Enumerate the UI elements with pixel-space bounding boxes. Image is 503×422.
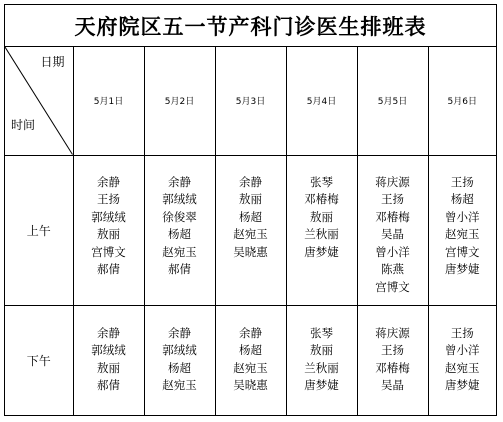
doctor-name: 邓椿梅 bbox=[375, 360, 410, 375]
doctor-name: 曾小洋 bbox=[445, 343, 480, 357]
doctor-name: 兰秋丽 bbox=[304, 360, 339, 375]
doctor-name: 唐梦婕 bbox=[304, 378, 339, 392]
schedule-cell bbox=[286, 305, 357, 415]
doctor-name: 郭绒绒 bbox=[91, 343, 126, 357]
doctor-name: 蒋庆源 bbox=[375, 325, 410, 340]
period-label-morning: 上午 bbox=[5, 155, 73, 305]
doctor-name: 赵宛玉 bbox=[233, 360, 268, 375]
day-header: 5月5日 bbox=[357, 47, 428, 155]
doctor-name: 赵宛玉 bbox=[162, 378, 197, 392]
doctor-name: 郭绒绒 bbox=[91, 209, 126, 224]
schedule-cell bbox=[357, 305, 428, 415]
doctor-name: 张琴 bbox=[310, 174, 333, 189]
doctor-name: 郭绒绒 bbox=[162, 343, 197, 357]
doctor-name: 王扬 bbox=[381, 343, 404, 357]
time-axis-label: 时间 bbox=[11, 117, 36, 132]
doctor-name: 唐梦婕 bbox=[445, 378, 480, 392]
day-header: 5月2日 bbox=[144, 47, 215, 155]
schedule-cell bbox=[215, 305, 286, 415]
schedule-cell bbox=[73, 305, 144, 415]
doctor-name: 敖丽 bbox=[310, 343, 333, 357]
doctor-name: 郝倩 bbox=[97, 262, 120, 276]
doctor-name: 赵宛玉 bbox=[445, 227, 480, 241]
schedule-cell bbox=[357, 155, 428, 305]
doctor-name: 曾小洋 bbox=[445, 209, 480, 224]
doctor-name: 吴晓惠 bbox=[233, 378, 268, 392]
doctor-name: 余静 bbox=[239, 325, 262, 340]
doctor-name: 王扬 bbox=[381, 192, 404, 206]
doctor-name: 徐俊翠 bbox=[162, 209, 197, 224]
doctor-name: 蒋庆源 bbox=[375, 174, 410, 189]
doctor-name: 敖丽 bbox=[310, 209, 333, 224]
doctor-name: 余静 bbox=[168, 325, 191, 340]
doctor-name: 王扬 bbox=[450, 174, 474, 189]
day-header: 5月4日 bbox=[286, 47, 357, 155]
doctor-name: 宫博文 bbox=[375, 279, 410, 294]
doctor-name: 杨超 bbox=[450, 192, 474, 206]
doctor-name: 敖丽 bbox=[97, 227, 120, 241]
schedule-table bbox=[5, 47, 496, 415]
doctor-name: 宫博文 bbox=[445, 244, 480, 259]
doctor-name: 吴晓惠 bbox=[233, 244, 268, 259]
doctor-name: 张琴 bbox=[310, 325, 333, 340]
schedule-cell bbox=[428, 155, 496, 305]
doctor-name: 敖丽 bbox=[239, 192, 262, 206]
schedule-cell bbox=[286, 155, 357, 305]
doctor-name: 宫博文 bbox=[91, 244, 126, 259]
doctor-name: 邓椿梅 bbox=[304, 192, 339, 206]
doctor-name: 余静 bbox=[168, 174, 191, 189]
doctor-name: 杨超 bbox=[239, 209, 262, 224]
doctor-name: 杨超 bbox=[168, 360, 191, 375]
corner-header-cell bbox=[5, 47, 73, 155]
doctor-name: 吴晶 bbox=[381, 227, 404, 241]
schedule-cell bbox=[144, 155, 215, 305]
day-header: 5月3日 bbox=[215, 47, 286, 155]
schedule-cell bbox=[144, 305, 215, 415]
doctor-name: 唐梦婕 bbox=[445, 262, 480, 276]
day-header: 5月6日 bbox=[428, 47, 496, 155]
page-title: 天府院区五一节产科门诊医生排班表 bbox=[5, 5, 496, 47]
doctor-name: 余静 bbox=[239, 174, 262, 189]
doctor-name: 郝倩 bbox=[97, 378, 120, 392]
schedule-cell bbox=[215, 155, 286, 305]
doctor-name: 吴晶 bbox=[381, 378, 404, 392]
header-row bbox=[5, 47, 496, 155]
doctor-name: 王扬 bbox=[97, 192, 120, 206]
doctor-name: 王扬 bbox=[450, 325, 474, 340]
doctor-name: 赵宛玉 bbox=[162, 244, 197, 259]
schedule-sheet bbox=[4, 4, 497, 416]
doctor-name: 余静 bbox=[97, 325, 120, 340]
period-label-afternoon: 下午 bbox=[5, 305, 73, 415]
doctor-name: 唐梦婕 bbox=[304, 244, 339, 259]
doctor-name: 兰秋丽 bbox=[304, 227, 339, 241]
doctor-name: 陈燕 bbox=[381, 262, 404, 276]
doctor-name: 杨超 bbox=[168, 227, 191, 241]
morning-row bbox=[5, 155, 496, 305]
doctor-name: 赵宛玉 bbox=[233, 227, 268, 241]
doctor-name: 余静 bbox=[97, 174, 120, 189]
doctor-name: 敖丽 bbox=[97, 360, 120, 375]
doctor-name: 赵宛玉 bbox=[445, 360, 480, 375]
doctor-name: 邓椿梅 bbox=[375, 209, 410, 224]
doctor-name: 杨超 bbox=[239, 343, 262, 357]
doctor-name: 郭绒绒 bbox=[162, 192, 197, 206]
doctor-name: 郝倩 bbox=[168, 262, 191, 276]
afternoon-row bbox=[5, 305, 496, 415]
schedule-cell bbox=[428, 305, 496, 415]
date-axis-label: 日期 bbox=[40, 55, 65, 69]
doctor-name: 曾小洋 bbox=[375, 244, 410, 259]
schedule-cell bbox=[73, 155, 144, 305]
day-header: 5月1日 bbox=[73, 47, 144, 155]
